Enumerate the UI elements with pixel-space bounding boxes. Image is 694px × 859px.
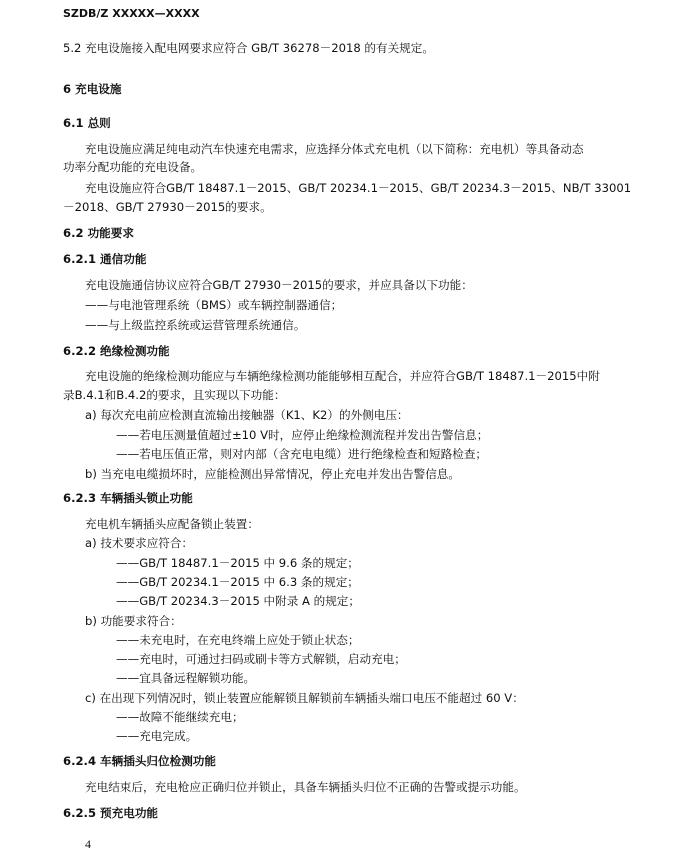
paragraph-line: 充电设施应满足纯电动汽车快速充电需求，应选择分体式充电机（以下简称：充电机）等具备动态 <box>85 142 584 156</box>
list-item: ——若电压值正常，则对内部（含充电电缆）进行绝缘检查和短路检查； <box>116 447 488 461</box>
list-item: ——GB/T 18487.1－2015 中 9.6 条的规定； <box>116 556 359 570</box>
list-item: a) 每次充电前应检测直流输出接触器（K1、K2）的外侧电压： <box>85 408 409 422</box>
section-heading-6-2-4: 6.2.4 车辆插头归位检测功能 <box>63 754 216 768</box>
section-heading-6-2: 6.2 功能要求 <box>63 226 134 240</box>
clause-5-2: 5.2 充电设施接入配电网要求应符合 GB/T 36278－2018 的有关规定。 <box>63 41 434 55</box>
paragraph-line: 功率分配功能的充电设备。 <box>63 160 203 174</box>
section-heading-6-1: 6.1 总则 <box>63 116 111 130</box>
list-item: ——未充电时，在充电终端上应处于锁止状态； <box>116 633 360 647</box>
section-heading-6-2-5: 6.2.5 预充电功能 <box>63 806 159 820</box>
paragraph-line: 录B.4.1和B.4.2的要求，且实现以下功能： <box>63 388 286 402</box>
list-item: ——充电时，可通过扫码或刷卡等方式解锁，启动充电； <box>116 652 406 666</box>
list-item: a) 技术要求应符合： <box>85 536 194 550</box>
paragraph-line: 充电设施的绝缘检测功能应与车辆绝缘检测功能能够相互配合，并应符合GB/T 18487.1－2015中附 <box>85 369 600 383</box>
list-item: ——与上级监控系统或运营管理系统通信。 <box>85 318 306 332</box>
list-item: ——充电完成。 <box>116 729 198 743</box>
list-item: ——宜具备远程解锁功能。 <box>116 671 256 685</box>
list-item: ——GB/T 20234.3－2015 中附录 A 的规定； <box>116 594 360 608</box>
paragraph-line: 充电结束后，充电枪应正确归位并锁止，具备车辆插头归位不正确的告警或提示功能。 <box>85 780 526 794</box>
section-heading-6: 6 充电设施 <box>63 82 122 96</box>
list-item: ——故障不能继续充电； <box>116 710 244 724</box>
list-item: b) 当充电电缆损坏时，应能检测出异常情况，停止充电并发出告警信息。 <box>85 467 460 481</box>
paragraph-line: －2018、GB/T 27930－2015的要求。 <box>63 200 272 214</box>
list-item: ——若电压测量值超过±10 V时，应停止绝缘检测流程并发出告警信息； <box>116 428 489 442</box>
paragraph-line: 充电设施通信协议应符合GB/T 27930－2015的要求，并应具备以下功能： <box>85 278 473 292</box>
list-item: b) 功能要求符合： <box>85 614 182 628</box>
header-code: SZDB/Z XXXXX—XXXX <box>63 7 200 20</box>
list-item: ——GB/T 20234.1－2015 中 6.3 条的规定； <box>116 575 359 589</box>
paragraph-line: 充电设施应符合GB/T 18487.1－2015、GB/T 20234.1－2015、GB/T 20234.3－2015、NB/T 33001 <box>85 181 632 195</box>
list-item: ——与电池管理系统（BMS）或车辆控制器通信； <box>85 298 343 312</box>
section-heading-6-2-2: 6.2.2 绝缘检测功能 <box>63 344 170 358</box>
section-heading-6-2-1: 6.2.1 通信功能 <box>63 252 147 266</box>
list-item: c) 在出现下列情况时，锁止装置应能解锁且解锁前车辆插头端口电压不能超过 60 V： <box>85 691 524 705</box>
section-heading-6-2-3: 6.2.3 车辆插头锁止功能 <box>63 491 193 505</box>
page-number: 4 <box>85 837 91 851</box>
paragraph-line: 充电机车辆插头应配备锁止装置： <box>85 517 259 531</box>
